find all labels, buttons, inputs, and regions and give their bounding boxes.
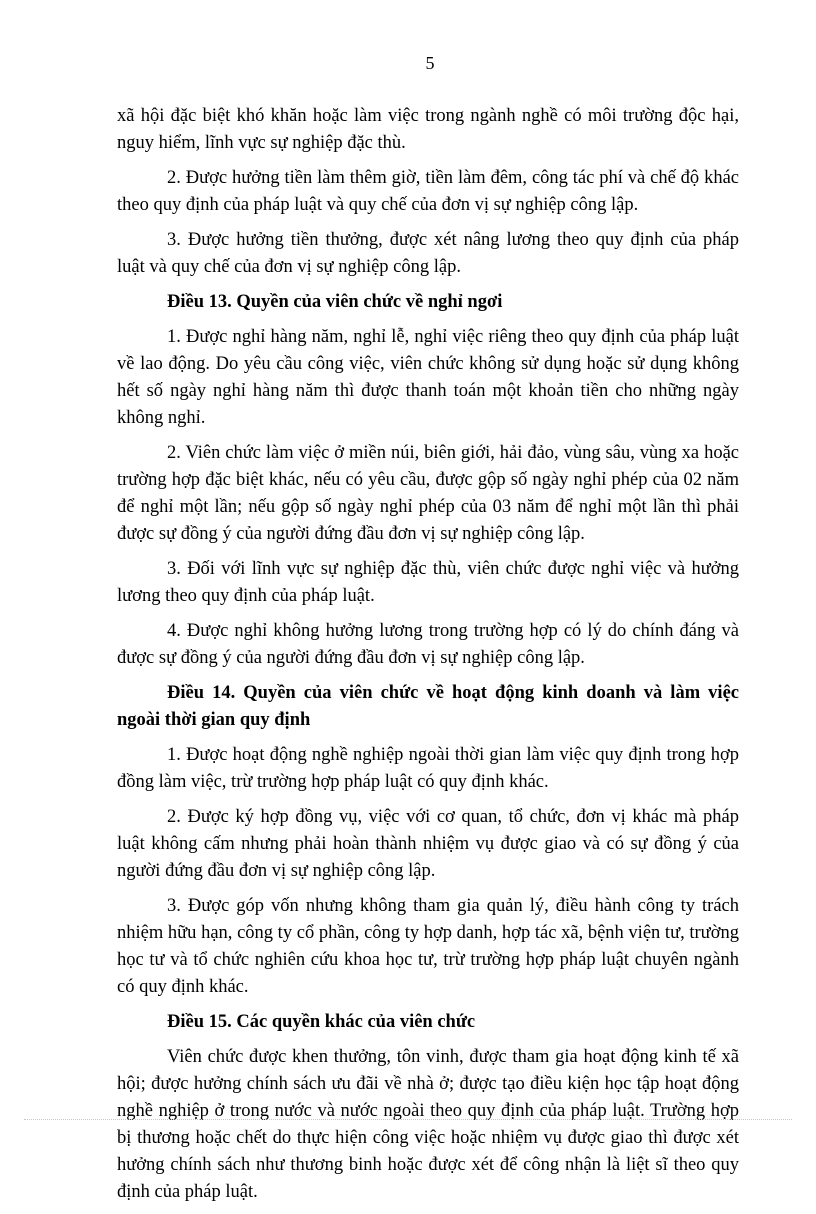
document-body (117, 103, 739, 1214)
paragraph-clause-3: 3. Được hưởng tiền thưởng, được xét nâng lương theo quy định của pháp luật và quy chế của đơn vị sự nghiệp công lập. (117, 230, 739, 277)
article-14-clause-2: 2. Được ký hợp đồng vụ, việc với cơ quan, tổ chức, đơn vị khác mà pháp luật không cấm nhưng phải hoàn thành nhiệm vụ được giao và có sự đồng ý của người đứng đầu đơn vị sự nghiệp công lập. (117, 807, 739, 881)
article-14-clause-3: 3. Được góp vốn nhưng không tham gia quản lý, điều hành công ty trách nhiệm hữu hạn, công ty cổ phần, công ty hợp danh, hợp tác xã, bệnh viện tư, trường học tư và tổ chức nghiên cứu khoa học tư, trừ trường hợp pháp luật chuyên ngành có quy định khác. (117, 896, 739, 997)
page-number: 5 (425, 53, 435, 73)
article-13-clause-2: 2. Viên chức làm việc ở miền núi, biên giới, hải đảo, vùng sâu, vùng xa hoặc trường hợp đặc biệt khác, nếu có yêu cầu, được gộp số ngày nghỉ phép của 02 năm để nghỉ một lần; nếu gộp số ngày nghỉ phép của 03 năm để nghỉ một lần thì phải được sự đồng ý của người đứng đầu đơn vị sự nghiệp công lập. (117, 443, 739, 544)
article-13-clause-3: 3. Đối với lĩnh vực sự nghiệp đặc thù, viên chức được nghỉ việc và hưởng lương theo quy định của pháp luật. (117, 559, 739, 606)
paragraph-continuation: xã hội đặc biệt khó khăn hoặc làm việc trong ngành nghề có môi trường độc hại, nguy hiểm, lĩnh vực sự nghiệp đặc thù. (117, 106, 739, 153)
article-15-heading: Điều 15. Các quyền khác của viên chức (167, 1012, 476, 1032)
article-14-heading: Điều 14. Quyền của viên chức về hoạt động kinh doanh và làm việc ngoài thời gian quy định (117, 683, 739, 730)
article-13-clause-1: 1. Được nghỉ hàng năm, nghỉ lễ, nghỉ việc riêng theo quy định của pháp luật về lao động. Do yêu cầu công việc, viên chức không sử dụng hoặc sử dụng không hết số ngày nghỉ hàng năm thì được thanh toán một khoản tiền cho những ngày không nghỉ. (117, 327, 739, 428)
article-13-clause-4: 4. Được nghỉ không hưởng lương trong trường hợp có lý do chính đáng và được sự đồng ý của người đứng đầu đơn vị sự nghiệp công lập. (117, 621, 739, 668)
page-bottom-divider (24, 1119, 792, 1120)
article-13-heading: Điều 13. Quyền của viên chức về nghỉ ngơi (167, 292, 503, 312)
article-14-clause-1: 1. Được hoạt động nghề nghiệp ngoài thời gian làm việc quy định trong hợp đồng làm việc, trừ trường hợp pháp luật có quy định khác. (117, 745, 739, 792)
article-15-body: Viên chức được khen thưởng, tôn vinh, được tham gia hoạt động kinh tế xã hội; được hưởng chính sách ưu đãi về nhà ở; được tạo điều kiện học tập hoạt động nghề nghiệp ở trong nước và nước ngoài theo quy định của pháp luật. Trường hợp bị thương hoặc chết do thực hiện công việc hoặc nhiệm vụ được giao thì được xét hưởng chính sách như thương binh hoặc được xét để công nhận là liệt sĩ theo quy định của pháp luật. (117, 1047, 739, 1202)
paragraph-clause-2: 2. Được hưởng tiền làm thêm giờ, tiền làm đêm, công tác phí và chế độ khác theo quy định của pháp luật và quy chế của đơn vị sự nghiệp công lập. (117, 168, 739, 215)
